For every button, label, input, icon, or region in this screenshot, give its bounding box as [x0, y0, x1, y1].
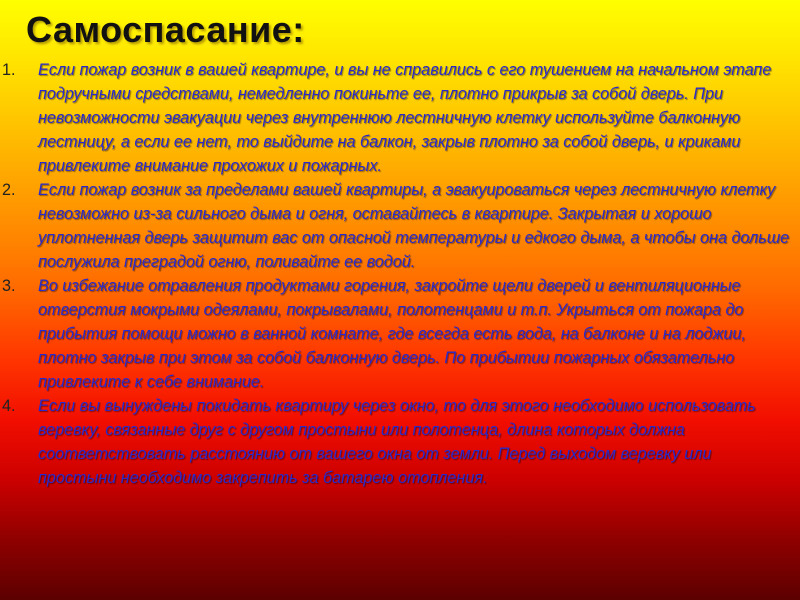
list-item — [0, 274, 792, 394]
list-item-text: Во избежание отравления продуктами горения, закройте щели дверей и вентиляционные отверстия мокрыми одеялами, покрывалами, полотенцами и т.п. Укрыться от пожара до прибытия помощи можно в ванной комнате, где всегда есть вода, на балконе и на лоджии, плотно закрыв при этом за собой балконную дверь. По прибытии пожарных обязательно привлеките к себе внимание. — [38, 277, 746, 391]
numbered-list — [0, 58, 792, 490]
list-item-text: Если пожар возник в вашей квартире, и вы не справились с его тушением на начальном этапе подручными средствами, немедленно покиньте ее, плотно прикрыв за собой дверь. При невозможности эвакуации через внутреннюю лестничную клетку используйте балконную лестницу, а если ее нет, то выйдите на балкон, закрыв плотно за собой дверь, и криками привлеките внимание прохожих и пожарных. — [38, 61, 772, 175]
list-item — [0, 178, 792, 274]
list-item-text: Если пожар возник за пределами вашей квартиры, а эвакуироваться через лестничную клетку невозможно из-за сильного дыма и огня, оставайтесь в квартире. Закрытая и хорошо уплотненная дверь защитит вас от опасной температуры и едкого дыма, а чтобы она дольше послужила преградой огню, поливайте ее водой. — [38, 181, 790, 271]
slide-title: Самоспасание: — [26, 9, 305, 50]
list-item-number: 2. — [2, 181, 16, 199]
list-item-text: Если вы вынуждены покидать квартиру через окно, то для этого необходимо использовать веревку, связанные друг с другом простыни или полотенца, длина которых должна соответствовать расстоянию от вашего окна от земли. Перед выходом веревку или простыни необходимо закрепить за батарею отопления. — [38, 397, 756, 487]
list-item — [0, 58, 792, 178]
list-item — [0, 394, 792, 490]
list-item-number: 3. — [2, 277, 16, 295]
list-item-number: 4. — [2, 397, 16, 415]
list-item-number: 1. — [2, 61, 16, 79]
